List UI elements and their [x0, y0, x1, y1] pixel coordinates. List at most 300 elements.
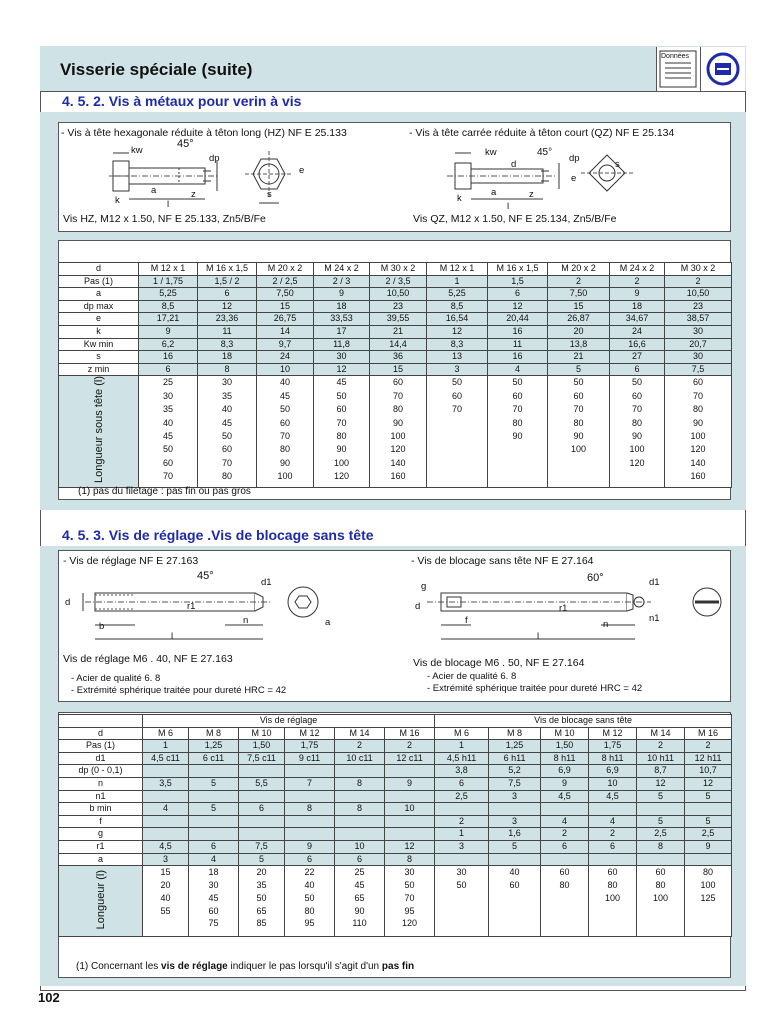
qz-value-cell: 23 — [665, 300, 732, 313]
length-list — [239, 866, 284, 930]
reglage-value-cell: 2 — [335, 740, 385, 753]
reglage-caption: - Vis de réglage NF E 27.163 — [63, 555, 199, 567]
length-list — [198, 376, 256, 483]
blocage-value-cell: 5 — [685, 815, 732, 828]
length-value: 50 — [279, 404, 290, 415]
blocage-value-cell: 4,5 h11 — [435, 752, 489, 765]
length-value: 90 — [692, 417, 703, 428]
length-value: 70 — [512, 404, 523, 415]
col-header-blocage: M 16 — [685, 727, 732, 740]
reglage-value-cell: 1,75 — [285, 740, 335, 753]
length-value: 50 — [456, 879, 467, 890]
blocage-label-r1: r1 — [559, 603, 568, 614]
blocage-value-cell: 2,5 — [637, 828, 685, 841]
qz-value-cell: 6 — [488, 288, 548, 301]
length-value: 100 — [605, 892, 621, 903]
length-value: 100 — [653, 892, 669, 903]
row-label: f — [59, 815, 143, 828]
reglage-length-cell — [143, 866, 189, 937]
qz-length-cell — [610, 376, 665, 488]
reglage-value-cell — [335, 815, 385, 828]
row-label-d: d — [59, 263, 139, 276]
reglage-value-cell — [239, 790, 285, 803]
length-value: 90 — [279, 457, 290, 468]
blocage-value-cell: 1 — [435, 740, 489, 753]
blocage-note-2: - Extrémité sphérique traitée pour dureté HRC = 42 — [427, 683, 643, 694]
reglage-value-cell — [239, 815, 285, 828]
length-value: 90 — [336, 444, 347, 455]
reglage-value-cell — [143, 765, 189, 778]
row-label-d: d — [59, 727, 143, 740]
length-value: 45 — [221, 417, 232, 428]
table-row — [59, 752, 732, 765]
length-value: 60 — [392, 377, 403, 388]
blocage-value-cell: 2 — [685, 740, 732, 753]
blocage-value-cell: 12 h11 — [685, 752, 732, 765]
hz-length-cell — [314, 376, 370, 488]
row-label: g — [59, 828, 143, 841]
reglage-value-cell — [189, 828, 239, 841]
blocage-value-cell: 8 — [637, 840, 685, 853]
group-header-blocage: Vis de blocage sans tête — [435, 715, 732, 728]
length-list — [257, 376, 313, 483]
table-row — [59, 853, 732, 866]
hz-value-cell: 8,5 — [139, 300, 198, 313]
blocage-value-cell: 6 — [589, 840, 637, 853]
col-header-hz: M 30 x 2 — [370, 263, 427, 276]
hz-value-cell: 5,25 — [139, 288, 198, 301]
hz-label-dp: dp — [209, 153, 220, 164]
reglage-label-n: n — [243, 615, 249, 626]
length-value: 70 — [451, 404, 462, 415]
qz-value-cell: 8,3 — [427, 338, 488, 351]
qz-value-cell: 16,54 — [427, 313, 488, 326]
row-label: b min — [59, 803, 143, 816]
blocage-value-cell — [637, 853, 685, 866]
row-label: Pas (1) — [59, 740, 143, 753]
section1-footnote: (1) pas du filetage : pas fin ou pas gros — [78, 486, 251, 497]
qz-label-kw: kw — [485, 147, 497, 158]
reglage-value-cell — [239, 765, 285, 778]
blocage-value-cell — [589, 803, 637, 816]
qz-value-cell: 7,50 — [548, 288, 610, 301]
reglage-value-cell: 8 — [385, 853, 435, 866]
length-value: 60 — [512, 390, 523, 401]
length-value: 160 — [390, 471, 406, 482]
blocage-value-cell: 9 — [685, 840, 732, 853]
length-value: 70 — [221, 457, 232, 468]
length-value: 15 — [160, 867, 171, 878]
length-value: 60 — [208, 905, 219, 916]
qz-length-cell — [548, 376, 610, 488]
reglage-value-cell: 8 — [285, 803, 335, 816]
row-label: dp max — [59, 300, 139, 313]
section2-footnote — [76, 961, 414, 972]
hz-value-cell: 14,4 — [370, 338, 427, 351]
length-value: 35 — [221, 390, 232, 401]
hz-value-cell: 6,2 — [139, 338, 198, 351]
reglage-label-l: l — [171, 631, 174, 642]
length-value: 80 — [692, 404, 703, 415]
table-row — [59, 363, 732, 376]
reglage-value-cell: 7,5 c11 — [239, 752, 285, 765]
blocage-value-cell: 3 — [489, 815, 541, 828]
length-value: 95 — [404, 905, 415, 916]
hz-value-cell: 12 — [198, 300, 257, 313]
blocage-value-cell: 7,5 — [489, 777, 541, 790]
hz-value-cell: 30 — [314, 351, 370, 364]
qz-value-cell: 5,25 — [427, 288, 488, 301]
page-title: Visserie spéciale (suite) — [60, 60, 253, 79]
blocage-length-cell — [589, 866, 637, 937]
hz-value-cell: 8 — [198, 363, 257, 376]
qz-value-cell: 10,50 — [665, 288, 732, 301]
vis-reglage-blocage-table — [58, 714, 732, 937]
hz-value-cell: 2 / 3,5 — [370, 275, 427, 288]
qz-value-cell: 30 — [665, 351, 732, 364]
reglage-length-cell — [285, 866, 335, 937]
col-header-blocage: M 14 — [637, 727, 685, 740]
length-value: 25 — [162, 377, 173, 388]
blocage-value-cell: 4 — [589, 815, 637, 828]
length-list — [385, 866, 434, 930]
length-value: 50 — [404, 879, 415, 890]
qz-label-d: d — [511, 159, 517, 170]
col-header-qz: M 30 x 2 — [665, 263, 732, 276]
hz-label-z: z — [191, 189, 196, 200]
col-header-hz: M 24 x 2 — [314, 263, 370, 276]
qz-value-cell: 1 — [427, 275, 488, 288]
blocage-designation: Vis de blocage M6 . 50, NF E 27.164 — [413, 657, 585, 669]
blocage-value-cell: 5 — [489, 840, 541, 853]
reglage-value-cell — [335, 828, 385, 841]
blocage-length-cell — [541, 866, 589, 937]
qz-value-cell: 20,7 — [665, 338, 732, 351]
length-value: 90 — [512, 430, 523, 441]
reglage-value-cell: 10 — [335, 840, 385, 853]
length-list — [143, 866, 188, 917]
blocage-value-cell — [541, 803, 589, 816]
reglage-value-cell: 10 c11 — [335, 752, 385, 765]
reglage-length-cell — [239, 866, 285, 937]
donnees-logo — [656, 47, 700, 91]
table-row — [59, 338, 732, 351]
hz-label-45: 45° — [177, 138, 194, 150]
blocage-value-cell: 10 h11 — [637, 752, 685, 765]
reglage-length-cell — [335, 866, 385, 937]
blocage-length-cell — [685, 866, 732, 937]
hz-value-cell: 23,36 — [198, 313, 257, 326]
col-header-reglage: M 10 — [239, 727, 285, 740]
blocage-label-60: 60° — [587, 572, 604, 584]
reglage-label-a: a — [325, 617, 331, 628]
blocage-value-cell: 4,5 — [541, 790, 589, 803]
screw-head-icon — [700, 47, 745, 91]
length-list — [189, 866, 238, 930]
col-header-reglage: M 12 — [285, 727, 335, 740]
longueur-label-text: Longueur (l) — [94, 869, 107, 929]
qz-value-cell: 16,6 — [610, 338, 665, 351]
hz-length-cell — [257, 376, 314, 488]
reglage-value-cell — [143, 790, 189, 803]
hz-caption: - Vis à tête hexagonale réduite à têton long (HZ) NF E 25.133 — [61, 127, 347, 139]
length-value: 100 — [690, 430, 706, 441]
length-value: 30 — [221, 377, 232, 388]
length-value: 60 — [451, 390, 462, 401]
blocage-label-f: f — [465, 615, 468, 626]
blocage-screw-drawing — [411, 571, 731, 651]
hz-label-l: l — [167, 199, 170, 210]
length-value: 70 — [279, 430, 290, 441]
blocage-value-cell: 1,50 — [541, 740, 589, 753]
row-label: Pas (1) — [59, 275, 139, 288]
length-value: 85 — [256, 918, 267, 929]
hz-value-cell: 11,8 — [314, 338, 370, 351]
hz-value-cell: 15 — [370, 363, 427, 376]
length-value: 80 — [655, 879, 666, 890]
reglage-value-cell: 1,50 — [239, 740, 285, 753]
table-row — [59, 840, 732, 853]
hz-length-cell — [198, 376, 257, 488]
reglage-value-cell: 6 c11 — [189, 752, 239, 765]
length-value: 50 — [221, 430, 232, 441]
length-value: 60 — [509, 879, 520, 890]
blocage-label-n1: n1 — [649, 613, 660, 624]
hz-value-cell: 1 / 1,75 — [139, 275, 198, 288]
qz-label-k: k — [457, 193, 462, 204]
hz-value-cell: 6 — [139, 363, 198, 376]
length-value: 60 — [336, 404, 347, 415]
length-value: 80 — [221, 471, 232, 482]
blocage-value-cell: 9 — [541, 777, 589, 790]
length-list — [637, 866, 684, 904]
empty-corner — [59, 715, 143, 728]
reglage-value-cell: 5 — [189, 803, 239, 816]
reglage-value-cell: 5,5 — [239, 777, 285, 790]
table-row — [59, 300, 732, 313]
blocage-value-cell: 6 — [541, 840, 589, 853]
col-header-blocage: M 10 — [541, 727, 589, 740]
blocage-value-cell: 2,5 — [685, 828, 732, 841]
row-label: d1 — [59, 752, 143, 765]
row-label: e — [59, 313, 139, 326]
length-value: 95 — [304, 918, 315, 929]
blocage-value-cell: 8,7 — [637, 765, 685, 778]
reglage-value-cell — [189, 790, 239, 803]
hz-value-cell: 21 — [370, 325, 427, 338]
qz-value-cell: 20,44 — [488, 313, 548, 326]
qz-label-45: 45° — [537, 147, 553, 158]
hz-value-cell: 2 / 3 — [314, 275, 370, 288]
reglage-value-cell: 4 — [189, 853, 239, 866]
table-row — [59, 740, 732, 753]
hz-value-cell: 24 — [257, 351, 314, 364]
length-value: 35 — [162, 404, 173, 415]
blocage-value-cell: 5 — [637, 790, 685, 803]
length-value: 120 — [390, 444, 406, 455]
blocage-value-cell — [435, 853, 489, 866]
qz-value-cell: 3 — [427, 363, 488, 376]
col-header-blocage: M 6 — [435, 727, 489, 740]
row-label: n1 — [59, 790, 143, 803]
length-value: 100 — [629, 444, 645, 455]
length-value: 70 — [573, 404, 584, 415]
row-label: n — [59, 777, 143, 790]
length-value: 60 — [655, 867, 666, 878]
length-row — [59, 866, 732, 937]
reglage-value-cell — [285, 828, 335, 841]
length-value: 60 — [631, 390, 642, 401]
reglage-designation: Vis de réglage M6 . 40, NF E 27.163 — [63, 653, 233, 665]
hz-value-cell: 18 — [314, 300, 370, 313]
blocage-value-cell: 1,25 — [489, 740, 541, 753]
blocage-value-cell: 6 h11 — [489, 752, 541, 765]
length-value: 140 — [690, 457, 706, 468]
row-label: r1 — [59, 840, 143, 853]
col-header-blocage: M 8 — [489, 727, 541, 740]
qz-label-e: e — [571, 173, 577, 184]
blocage-value-cell: 10 — [589, 777, 637, 790]
length-value: 80 — [559, 879, 570, 890]
col-header-qz: M 12 x 1 — [427, 263, 488, 276]
qz-length-cell — [488, 376, 548, 488]
blocage-value-cell: 6,9 — [541, 765, 589, 778]
reglage-value-cell: 6 — [239, 803, 285, 816]
length-list — [541, 866, 588, 892]
length-value: 60 — [559, 867, 570, 878]
row-label: s — [59, 351, 139, 364]
blocage-value-cell: 4 — [541, 815, 589, 828]
qz-value-cell: 8,5 — [427, 300, 488, 313]
blocage-value-cell: 2 — [589, 828, 637, 841]
blocage-value-cell: 2,5 — [435, 790, 489, 803]
hz-value-cell: 39,55 — [370, 313, 427, 326]
hz-value-cell: 17,21 — [139, 313, 198, 326]
footnote-prefix: (1) Concernant les — [76, 961, 162, 972]
length-list — [370, 376, 426, 483]
length-value: 18 — [208, 867, 219, 878]
reglage-value-cell: 6 — [189, 840, 239, 853]
length-value: 120 — [402, 918, 418, 929]
table-row — [59, 275, 732, 288]
hz-label-e: e — [299, 165, 305, 176]
vis-verin-table — [58, 262, 732, 488]
reglage-value-cell: 6 — [335, 853, 385, 866]
footnote-bold-pas-fin: pas fin — [381, 961, 415, 972]
length-value: 80 — [703, 867, 714, 878]
reglage-label-b: b — [99, 621, 105, 632]
length-list — [665, 376, 731, 483]
length-value: 50 — [512, 377, 523, 388]
length-value: 60 — [162, 457, 173, 468]
blocage-value-cell — [489, 803, 541, 816]
row-label: k — [59, 325, 139, 338]
blocage-value-cell — [685, 853, 732, 866]
hz-value-cell: 9 — [314, 288, 370, 301]
hz-value-cell: 18 — [198, 351, 257, 364]
row-label: dp (0 - 0,1) — [59, 765, 143, 778]
qz-value-cell: 16 — [488, 325, 548, 338]
hz-length-cell — [139, 376, 198, 488]
hz-value-cell: 9,7 — [257, 338, 314, 351]
reglage-note-2: - Extrémité sphérique traitée pour dureté HRC = 42 — [71, 685, 287, 696]
length-value: 35 — [256, 879, 267, 890]
section1-drawings-panel — [58, 122, 731, 232]
length-value: 80 — [573, 417, 584, 428]
hz-value-cell: 14 — [257, 325, 314, 338]
reglage-screw-drawing — [75, 571, 335, 651]
row-label: a — [59, 288, 139, 301]
qz-value-cell: 38,57 — [665, 313, 732, 326]
length-list — [548, 376, 609, 456]
length-value: 65 — [354, 892, 365, 903]
reglage-value-cell — [385, 765, 435, 778]
reglage-value-cell: 7 — [285, 777, 335, 790]
length-value: 40 — [162, 417, 173, 428]
blocage-value-cell: 4,5 — [589, 790, 637, 803]
blocage-value-cell: 5 — [637, 815, 685, 828]
length-value: 40 — [279, 377, 290, 388]
length-value: 70 — [392, 390, 403, 401]
col-header-reglage: M 6 — [143, 727, 189, 740]
length-list — [427, 376, 487, 416]
length-value: 70 — [404, 892, 415, 903]
length-value: 60 — [279, 417, 290, 428]
footnote-mid: indiquer le pas lorsqu'il s'agit d'un — [227, 961, 382, 972]
length-list — [435, 866, 488, 892]
hz-value-cell: 1,5 / 2 — [198, 275, 257, 288]
blocage-value-cell: 6 — [435, 777, 489, 790]
table-row — [59, 351, 732, 364]
reglage-value-cell — [189, 765, 239, 778]
length-value: 45 — [354, 879, 365, 890]
length-value: 50 — [256, 892, 267, 903]
length-value: 40 — [304, 879, 315, 890]
reglage-value-cell: 3 — [143, 853, 189, 866]
length-value: 20 — [160, 879, 171, 890]
length-value: 90 — [354, 905, 365, 916]
length-value: 70 — [692, 390, 703, 401]
hz-value-cell: 16 — [139, 351, 198, 364]
qz-value-cell: 18 — [610, 300, 665, 313]
qz-length-cell — [427, 376, 488, 488]
table-header-row — [59, 263, 732, 276]
table-row — [59, 803, 732, 816]
length-value: 30 — [162, 390, 173, 401]
length-value: 45 — [279, 390, 290, 401]
length-value: 50 — [451, 377, 462, 388]
hz-value-cell: 8,3 — [198, 338, 257, 351]
length-list — [314, 376, 369, 483]
qz-caption: - Vis à tête carrée réduite à têton court (QZ) NF E 25.134 — [409, 127, 675, 139]
qz-value-cell: 6 — [610, 363, 665, 376]
length-value: 100 — [700, 879, 716, 890]
length-list — [610, 376, 664, 470]
reglage-value-cell: 4 — [143, 803, 189, 816]
row-label: z min — [59, 363, 139, 376]
reglage-value-cell: 5 — [239, 853, 285, 866]
qz-value-cell: 13,8 — [548, 338, 610, 351]
hz-value-cell: 10,50 — [370, 288, 427, 301]
col-header-hz: M 20 x 2 — [257, 263, 314, 276]
col-header-hz: M 12 x 1 — [139, 263, 198, 276]
blocage-caption: - Vis de blocage sans tête NF E 27.164 — [411, 555, 594, 567]
qz-value-cell: 16 — [488, 351, 548, 364]
qz-label-s: s — [615, 159, 620, 170]
reglage-label-r1: r1 — [187, 601, 196, 612]
reglage-note-1: - Acier de qualité 6. 8 — [71, 673, 161, 684]
length-value: 50 — [631, 377, 642, 388]
